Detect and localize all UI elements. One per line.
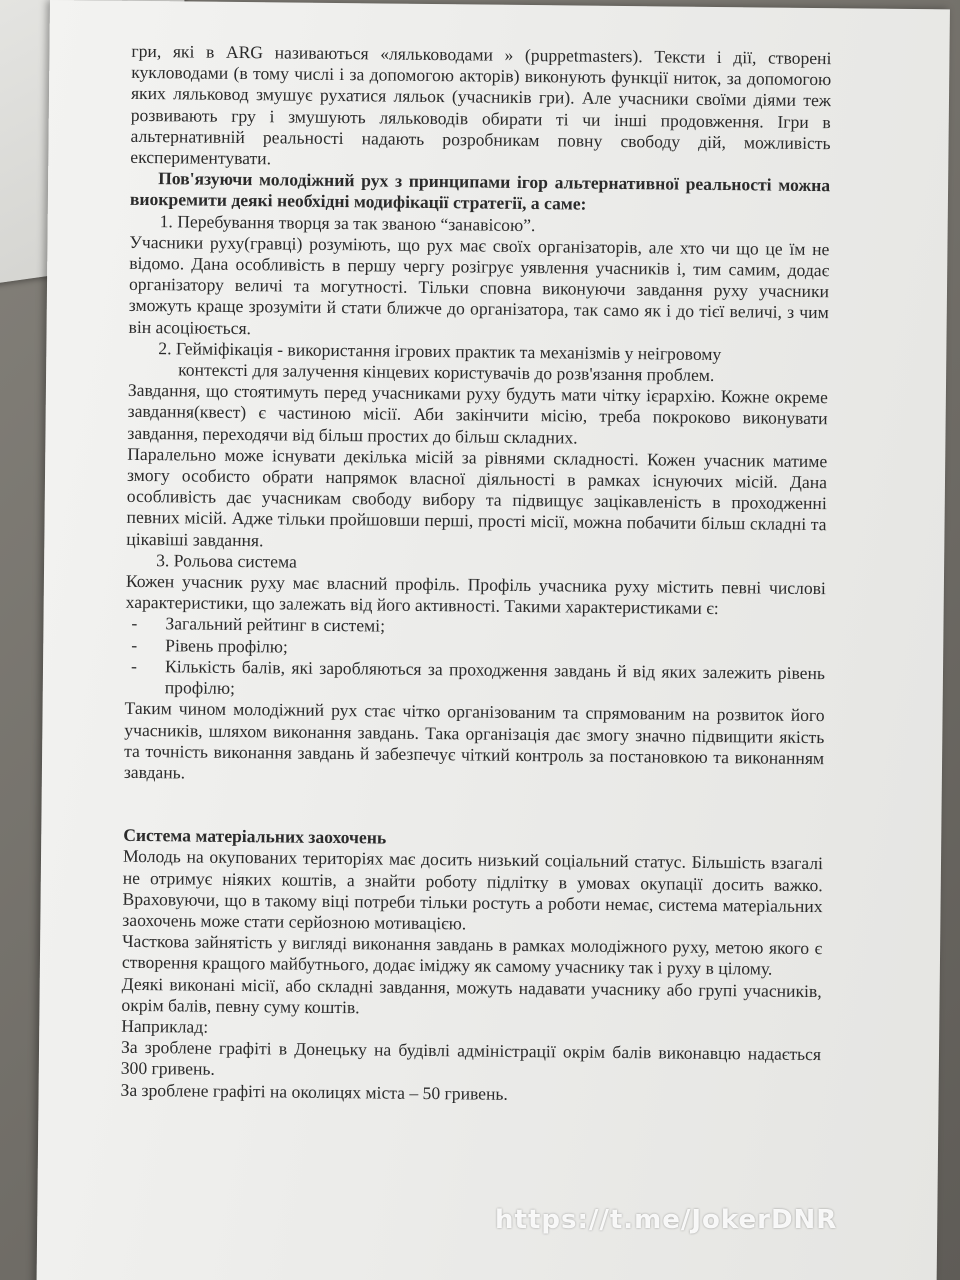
list-item-1-text: Учасники руху(гравці) розуміють, що рух має своїх організаторів, але хто чи що це їм не відомо. Дана особливість в першу чергу розігрує уявлення учасників і, тим самим, додає організатору величі та могутності. Тільки сповна виконуючи завдання руху учасники зможуть краще зрозуміти й стати ближче до організатора, так само як і до тієї величі, з чим він асоціюється. — [128, 231, 830, 338]
list-item-3-text: Кожен учасник руху має власний профіль. Профіль учасника руху містить певні числові характеристики, що залежать від його активності. Такими характеристиками є: — [125, 570, 826, 619]
list-item-3-title: 3. Рольова система — [156, 550, 297, 572]
section-paragraph-2: Часткова зайнятість у вигляді виконання завдань в рамках молодіжного руху, метою якого є створення кращого майбутнього, додає іміджу як самому учаснику так і руху в цілому. — [121, 930, 823, 979]
bullet-text: Загальний рейтинг в системі; — [165, 613, 386, 637]
list-item-1-title: 1. Перебування творця за так званою “занавісою”. — [159, 210, 536, 235]
document-text — [120, 41, 831, 1108]
paragraph-conclusion: Таким чином молодіжний рух стає чітко організованим та спрямованим на розвиток його учасників, шляхом виконання завдань. Така організація дає змогу значно підвищити якість та точність виконання завдань й забезпечує чіткий контроль за постановкою та виконанням завдань. — [123, 698, 825, 783]
list-item-2-text-2: Паралельно може існувати декілька місій за рівнями складності. Кожен учасник матиме змогу особисто обрати напрямок власної діяльності в рамках існуючих місій. Дана особливість дає учасникам свободу вибору та підвищує зацікавленість в проходженні певних місій. Адже тільки пройшовши перші, прості місії, можна побачити більш складні та цікавіші завдання. — [126, 443, 828, 550]
bullet-item — [125, 656, 825, 706]
bullet-text: Рівень профілю; — [165, 634, 288, 657]
list-item-2-title — [128, 338, 828, 388]
watermark-link: https://t.me/JokerDNR — [495, 1205, 838, 1235]
bullet-marker: - — [130, 655, 137, 676]
section-title: Система матеріальних заохочень — [123, 824, 387, 848]
section-paragraph-5: За зроблене графіті в Донецьку на будівлі адміністрації окрім балів виконавцю надається 300 гривень. — [120, 1036, 822, 1080]
section-paragraph-3: Деякі виконані місії, або складні завдання, можуть надавати учаснику або групі учасників, окрім балів, певну суму коштів. — [121, 973, 822, 1018]
section-paragraph-1: Молодь на окупованих територіях має досить низький соціальний статус. Більшість взагалі не отримує ніяких коштів, а знайти роботу підлітку в умовах окупації досить важко. Враховуючи, що в такому віці потреби тільки ростуть а роботи немає, система матеріальних заохочень може стати серйозною мотивацією. — [122, 846, 824, 934]
bullet-text: Кількість балів, які заробляються за проходження завдань й від яких залежить рівень профілю; — [164, 656, 826, 699]
paragraph-heading: Пов'язуючи молодіжний рух з принципами ігор альтернативної реальності можна виокремити деякі необхідні модифікації стратегії, а саме: — [129, 168, 831, 215]
bullet-marker: - — [131, 634, 138, 655]
document-page — [36, 0, 950, 1280]
paragraph-intro: гри, які в ARG називаються «ляльководами » (puppetmasters). Тексти і дії, створені кукловодами (в тому числі і за допомогою акторів) виконують функції ниток, за допомогою яких ляльковод змушує рухатися ляльок (учасників гри). Але учасники своїми діями теж розвивають гру і змушують ляльководів обирати ті чи інші продовження. Ігри в альтернативній реальності надають розробникам повну свободу дій, можливість експериментувати. — [130, 40, 832, 169]
section-paragraph-6: За зроблене графіті на околицях міста – 50 гривень. — [120, 1079, 509, 1104]
section-paragraph-4: Наприклад: — [121, 1015, 209, 1037]
list-item-2-title-text: 2. Гейміфікація - використання ігрових практик та механізмів у неігровому — [158, 337, 722, 364]
bullet-marker: - — [131, 613, 138, 634]
list-item-2-text-1: Завдання, що стоятимуть перед учасниками руху будуть мати чітку ієрархію. Кожне окреме завдання(квест) є частиною місії. Аби закінчити місію, треба покроково виконувати завдання, переходячи від більш простих до більш складних. — [127, 380, 828, 448]
list-item-2-title-cont: контексті для залучення кінцевих користувачів до розв'язання проблем. — [178, 359, 715, 386]
